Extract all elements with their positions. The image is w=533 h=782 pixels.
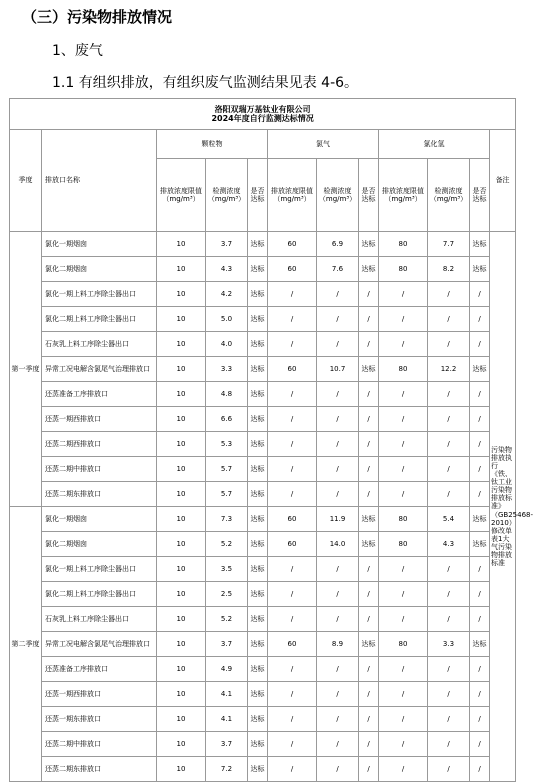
pm-limit-cell: 10 bbox=[157, 607, 206, 632]
hcl-measured-cell: / bbox=[428, 732, 470, 757]
pm-measured-cell: 4.8 bbox=[206, 382, 248, 407]
cl2-measured-cell: / bbox=[317, 457, 359, 482]
pm-measured-cell: 4.0 bbox=[206, 332, 248, 357]
hcl-limit-cell: 80 bbox=[379, 507, 428, 532]
table-row bbox=[10, 257, 516, 282]
hcl-limit-cell: / bbox=[379, 407, 428, 432]
header-chlorine: 氯气 bbox=[268, 130, 379, 159]
cl2-ok-cell: 达标 bbox=[359, 507, 379, 532]
cl2-ok-cell: / bbox=[359, 307, 379, 332]
hcl-limit-cell: 80 bbox=[379, 632, 428, 657]
pm-measured-cell: 5.3 bbox=[206, 432, 248, 457]
table-row bbox=[10, 732, 516, 757]
hcl-ok-cell: 达标 bbox=[470, 232, 490, 257]
cl2-ok-cell: / bbox=[359, 332, 379, 357]
cl2-measured-cell: 8.9 bbox=[317, 632, 359, 657]
hcl-ok-cell: / bbox=[470, 432, 490, 457]
pm-ok-cell: 达标 bbox=[248, 432, 268, 457]
hcl-ok-cell: 达标 bbox=[470, 357, 490, 382]
cl2-measured-cell: / bbox=[317, 482, 359, 507]
table-title-line2: 2024年度自行监测达标情况 bbox=[211, 114, 314, 123]
cl2-limit-cell: / bbox=[268, 432, 317, 457]
season-cell: 第二季度 bbox=[10, 507, 42, 782]
pm-ok-cell: 达标 bbox=[248, 457, 268, 482]
table-row bbox=[10, 507, 516, 532]
pm-limit-cell: 10 bbox=[157, 407, 206, 432]
pm-measured-cell: 5.7 bbox=[206, 457, 248, 482]
hcl-limit-cell: / bbox=[379, 582, 428, 607]
header-hcl-limit: 排放浓度限值（mg/m³） bbox=[379, 159, 428, 232]
table-row bbox=[10, 607, 516, 632]
pm-ok-cell: 达标 bbox=[248, 682, 268, 707]
outlet-name-cell: 氯化一期上料工序除尘器出口 bbox=[42, 557, 157, 582]
outlet-name-cell: 氯化二期上料工序除尘器出口 bbox=[42, 582, 157, 607]
pm-limit-cell: 10 bbox=[157, 307, 206, 332]
cl2-ok-cell: 达标 bbox=[359, 232, 379, 257]
table-row bbox=[10, 757, 516, 782]
table-title-line1: 洛阳双瑞万基钛业有限公司 bbox=[214, 104, 311, 114]
hcl-ok-cell: / bbox=[470, 282, 490, 307]
outlet-name-cell: 氯化一期上料工序除尘器出口 bbox=[42, 282, 157, 307]
hcl-limit-cell: / bbox=[379, 482, 428, 507]
outlet-name-cell: 还蒸二期中排放口 bbox=[42, 732, 157, 757]
hcl-measured-cell: / bbox=[428, 432, 470, 457]
pm-limit-cell: 10 bbox=[157, 257, 206, 282]
outlet-name-cell: 还蒸一期西排放口 bbox=[42, 407, 157, 432]
hcl-measured-cell: 8.2 bbox=[428, 257, 470, 282]
hcl-measured-cell: / bbox=[428, 332, 470, 357]
hcl-ok-cell: / bbox=[470, 732, 490, 757]
pm-measured-cell: 3.7 bbox=[206, 732, 248, 757]
header-particulate: 颗粒物 bbox=[157, 130, 268, 159]
hcl-ok-cell: / bbox=[470, 382, 490, 407]
pm-measured-cell: 4.2 bbox=[206, 282, 248, 307]
pm-ok-cell: 达标 bbox=[248, 382, 268, 407]
cl2-limit-cell: 60 bbox=[268, 632, 317, 657]
hcl-ok-cell: / bbox=[470, 307, 490, 332]
outlet-name-cell: 氯化二期烟囱 bbox=[42, 257, 157, 282]
cl2-measured-cell: 14.0 bbox=[317, 532, 359, 557]
header-outlet: 排放口名称 bbox=[42, 130, 157, 232]
hcl-ok-cell: / bbox=[470, 582, 490, 607]
pm-ok-cell: 达标 bbox=[248, 657, 268, 682]
cl2-ok-cell: / bbox=[359, 707, 379, 732]
cl2-measured-cell: / bbox=[317, 382, 359, 407]
cl2-limit-cell: / bbox=[268, 282, 317, 307]
outlet-name-cell: 还蒸一期西排放口 bbox=[42, 682, 157, 707]
pm-limit-cell: 10 bbox=[157, 432, 206, 457]
pm-ok-cell: 达标 bbox=[248, 407, 268, 432]
pm-measured-cell: 5.7 bbox=[206, 482, 248, 507]
pm-ok-cell: 达标 bbox=[248, 532, 268, 557]
cl2-limit-cell: 60 bbox=[268, 232, 317, 257]
header-hcl-measured: 检测浓度（mg/m³） bbox=[428, 159, 470, 232]
cl2-measured-cell: / bbox=[317, 682, 359, 707]
header-pm-ok: 是否达标 bbox=[248, 159, 268, 232]
cl2-measured-cell: / bbox=[317, 432, 359, 457]
table-row bbox=[10, 657, 516, 682]
pm-ok-cell: 达标 bbox=[248, 757, 268, 782]
cl2-limit-cell: / bbox=[268, 682, 317, 707]
pm-limit-cell: 10 bbox=[157, 382, 206, 407]
hcl-limit-cell: / bbox=[379, 332, 428, 357]
pm-measured-cell: 7.3 bbox=[206, 507, 248, 532]
hcl-measured-cell: / bbox=[428, 707, 470, 732]
hcl-limit-cell: 80 bbox=[379, 532, 428, 557]
outlet-name-cell: 氯化一期烟囱 bbox=[42, 232, 157, 257]
pm-limit-cell: 10 bbox=[157, 632, 206, 657]
cl2-measured-cell: / bbox=[317, 757, 359, 782]
pm-measured-cell: 3.7 bbox=[206, 232, 248, 257]
outlet-name-cell: 石灰乳上料工序除尘器出口 bbox=[42, 332, 157, 357]
pm-limit-cell: 10 bbox=[157, 657, 206, 682]
hcl-ok-cell: 达标 bbox=[470, 257, 490, 282]
hcl-ok-cell: / bbox=[470, 482, 490, 507]
table-row bbox=[10, 232, 516, 257]
hcl-ok-cell: / bbox=[470, 707, 490, 732]
header-cl2-measured: 检测浓度（mg/m³） bbox=[317, 159, 359, 232]
outlet-name-cell: 还蒸二期东排放口 bbox=[42, 482, 157, 507]
pm-ok-cell: 达标 bbox=[248, 282, 268, 307]
intro-paragraph: 1.1 有组织排放，有组织废气监测结果见表 4-6。 bbox=[52, 75, 359, 91]
table-title bbox=[10, 99, 516, 130]
pm-ok-cell: 达标 bbox=[248, 707, 268, 732]
hcl-measured-cell: 7.7 bbox=[428, 232, 470, 257]
cl2-limit-cell: / bbox=[268, 332, 317, 357]
pm-limit-cell: 10 bbox=[157, 557, 206, 582]
header-pm-limit: 排放浓度限值（mg/m³） bbox=[157, 159, 206, 232]
table-row bbox=[10, 532, 516, 557]
hcl-measured-cell: / bbox=[428, 382, 470, 407]
outlet-name-cell: 还蒸准备工序排放口 bbox=[42, 657, 157, 682]
hcl-ok-cell: / bbox=[470, 757, 490, 782]
outlet-name-cell: 还蒸二期中排放口 bbox=[42, 457, 157, 482]
cl2-limit-cell: / bbox=[268, 307, 317, 332]
header-hcl-ok: 是否达标 bbox=[470, 159, 490, 232]
cl2-measured-cell: / bbox=[317, 557, 359, 582]
hcl-limit-cell: / bbox=[379, 557, 428, 582]
hcl-limit-cell: / bbox=[379, 307, 428, 332]
hcl-ok-cell: / bbox=[470, 607, 490, 632]
cl2-limit-cell: / bbox=[268, 557, 317, 582]
pm-limit-cell: 10 bbox=[157, 357, 206, 382]
pm-measured-cell: 4.1 bbox=[206, 707, 248, 732]
outlet-name-cell: 氯化一期烟囱 bbox=[42, 507, 157, 532]
table-row bbox=[10, 632, 516, 657]
hcl-limit-cell: / bbox=[379, 457, 428, 482]
hcl-ok-cell: / bbox=[470, 682, 490, 707]
cl2-limit-cell: / bbox=[268, 607, 317, 632]
outlet-name-cell: 氯化二期上料工序除尘器出口 bbox=[42, 307, 157, 332]
cl2-ok-cell: / bbox=[359, 382, 379, 407]
pm-measured-cell: 5.0 bbox=[206, 307, 248, 332]
cl2-ok-cell: / bbox=[359, 732, 379, 757]
outlet-name-cell: 还蒸二期东排放口 bbox=[42, 757, 157, 782]
hcl-limit-cell: / bbox=[379, 707, 428, 732]
cl2-limit-cell: / bbox=[268, 732, 317, 757]
pm-limit-cell: 10 bbox=[157, 682, 206, 707]
cl2-ok-cell: 达标 bbox=[359, 532, 379, 557]
cl2-ok-cell: / bbox=[359, 657, 379, 682]
table-row bbox=[10, 432, 516, 457]
table-row bbox=[10, 332, 516, 357]
cl2-measured-cell: / bbox=[317, 307, 359, 332]
pm-ok-cell: 达标 bbox=[248, 507, 268, 532]
table-row bbox=[10, 357, 516, 382]
pm-ok-cell: 达标 bbox=[248, 557, 268, 582]
pm-measured-cell: 5.2 bbox=[206, 532, 248, 557]
header-hcl: 氯化氢 bbox=[379, 130, 490, 159]
outlet-name-cell: 异常工况电解含氯尾气治理排放口 bbox=[42, 357, 157, 382]
hcl-ok-cell: 达标 bbox=[470, 532, 490, 557]
cl2-measured-cell: / bbox=[317, 582, 359, 607]
table-row bbox=[10, 282, 516, 307]
cl2-measured-cell: / bbox=[317, 407, 359, 432]
cl2-measured-cell: / bbox=[317, 282, 359, 307]
cl2-measured-cell: 10.7 bbox=[317, 357, 359, 382]
cl2-measured-cell: 11.9 bbox=[317, 507, 359, 532]
hcl-ok-cell: 达标 bbox=[470, 632, 490, 657]
cl2-ok-cell: / bbox=[359, 557, 379, 582]
pm-limit-cell: 10 bbox=[157, 482, 206, 507]
cl2-ok-cell: / bbox=[359, 282, 379, 307]
pm-limit-cell: 10 bbox=[157, 582, 206, 607]
cl2-ok-cell: / bbox=[359, 457, 379, 482]
cl2-limit-cell: / bbox=[268, 457, 317, 482]
pm-ok-cell: 达标 bbox=[248, 232, 268, 257]
outlet-name-cell: 异常工况电解含氯尾气治理排放口 bbox=[42, 632, 157, 657]
hcl-limit-cell: 80 bbox=[379, 232, 428, 257]
pm-measured-cell: 6.6 bbox=[206, 407, 248, 432]
pm-measured-cell: 3.7 bbox=[206, 632, 248, 657]
hcl-measured-cell: / bbox=[428, 582, 470, 607]
cl2-ok-cell: / bbox=[359, 682, 379, 707]
cl2-ok-cell: / bbox=[359, 432, 379, 457]
season-cell: 第一季度 bbox=[10, 232, 42, 507]
cl2-ok-cell: 达标 bbox=[359, 257, 379, 282]
hcl-limit-cell: / bbox=[379, 757, 428, 782]
header-remark: 备注 bbox=[490, 130, 516, 232]
pm-ok-cell: 达标 bbox=[248, 482, 268, 507]
pm-limit-cell: 10 bbox=[157, 732, 206, 757]
table-row bbox=[10, 582, 516, 607]
cl2-limit-cell: / bbox=[268, 582, 317, 607]
hcl-measured-cell: / bbox=[428, 757, 470, 782]
cl2-measured-cell: 6.9 bbox=[317, 232, 359, 257]
pm-ok-cell: 达标 bbox=[248, 607, 268, 632]
pm-limit-cell: 10 bbox=[157, 332, 206, 357]
table-row bbox=[10, 307, 516, 332]
outlet-name-cell: 还蒸一期东排放口 bbox=[42, 707, 157, 732]
header-cl2-ok: 是否达标 bbox=[359, 159, 379, 232]
hcl-ok-cell: / bbox=[470, 457, 490, 482]
pm-measured-cell: 3.3 bbox=[206, 357, 248, 382]
cl2-ok-cell: / bbox=[359, 757, 379, 782]
cl2-measured-cell: / bbox=[317, 707, 359, 732]
hcl-measured-cell: / bbox=[428, 457, 470, 482]
table-row bbox=[10, 382, 516, 407]
cl2-measured-cell: / bbox=[317, 732, 359, 757]
header-cl2-limit: 排放浓度限值（mg/m³） bbox=[268, 159, 317, 232]
pm-ok-cell: 达标 bbox=[248, 332, 268, 357]
cl2-measured-cell: 7.6 bbox=[317, 257, 359, 282]
hcl-limit-cell: 80 bbox=[379, 357, 428, 382]
cl2-limit-cell: / bbox=[268, 407, 317, 432]
hcl-limit-cell: / bbox=[379, 732, 428, 757]
sub-heading: 1、废气 bbox=[52, 43, 103, 59]
header-season: 季度 bbox=[10, 130, 42, 232]
pm-measured-cell: 2.5 bbox=[206, 582, 248, 607]
hcl-measured-cell: / bbox=[428, 682, 470, 707]
hcl-measured-cell: / bbox=[428, 607, 470, 632]
section-heading: （三）污染物排放情况 bbox=[22, 8, 173, 26]
cl2-limit-cell: 60 bbox=[268, 257, 317, 282]
hcl-measured-cell: / bbox=[428, 407, 470, 432]
pm-measured-cell: 7.2 bbox=[206, 757, 248, 782]
cl2-measured-cell: / bbox=[317, 657, 359, 682]
cl2-limit-cell: / bbox=[268, 657, 317, 682]
table-row bbox=[10, 557, 516, 582]
table-row bbox=[10, 457, 516, 482]
pm-limit-cell: 10 bbox=[157, 532, 206, 557]
cl2-limit-cell: / bbox=[268, 482, 317, 507]
pm-limit-cell: 10 bbox=[157, 282, 206, 307]
hcl-measured-cell: 4.3 bbox=[428, 532, 470, 557]
hcl-limit-cell: / bbox=[379, 382, 428, 407]
cl2-limit-cell: 60 bbox=[268, 357, 317, 382]
pm-ok-cell: 达标 bbox=[248, 257, 268, 282]
pm-ok-cell: 达标 bbox=[248, 732, 268, 757]
pm-ok-cell: 达标 bbox=[248, 307, 268, 332]
pm-ok-cell: 达标 bbox=[248, 632, 268, 657]
cl2-ok-cell: 达标 bbox=[359, 357, 379, 382]
cl2-ok-cell: 达标 bbox=[359, 632, 379, 657]
cl2-measured-cell: / bbox=[317, 332, 359, 357]
hcl-limit-cell: 80 bbox=[379, 257, 428, 282]
pm-limit-cell: 10 bbox=[157, 232, 206, 257]
hcl-measured-cell: 12.2 bbox=[428, 357, 470, 382]
cl2-ok-cell: / bbox=[359, 482, 379, 507]
pm-limit-cell: 10 bbox=[157, 457, 206, 482]
hcl-measured-cell: / bbox=[428, 657, 470, 682]
outlet-name-cell: 石灰乳上料工序除尘器出口 bbox=[42, 607, 157, 632]
pm-measured-cell: 4.9 bbox=[206, 657, 248, 682]
cl2-limit-cell: / bbox=[268, 707, 317, 732]
pm-measured-cell: 4.3 bbox=[206, 257, 248, 282]
table-row bbox=[10, 482, 516, 507]
outlet-name-cell: 还蒸准备工序排放口 bbox=[42, 382, 157, 407]
pm-limit-cell: 10 bbox=[157, 757, 206, 782]
pm-ok-cell: 达标 bbox=[248, 357, 268, 382]
cl2-limit-cell: 60 bbox=[268, 532, 317, 557]
outlet-name-cell: 还蒸二期西排放口 bbox=[42, 432, 157, 457]
pm-limit-cell: 10 bbox=[157, 707, 206, 732]
outlet-name-cell: 氯化二期烟囱 bbox=[42, 532, 157, 557]
pm-measured-cell: 5.2 bbox=[206, 607, 248, 632]
table-row bbox=[10, 707, 516, 732]
monitoring-table bbox=[9, 98, 533, 782]
hcl-limit-cell: / bbox=[379, 607, 428, 632]
hcl-limit-cell: / bbox=[379, 682, 428, 707]
pm-ok-cell: 达标 bbox=[248, 582, 268, 607]
hcl-ok-cell: 达标 bbox=[470, 507, 490, 532]
cl2-limit-cell: / bbox=[268, 757, 317, 782]
hcl-limit-cell: / bbox=[379, 657, 428, 682]
table-row bbox=[10, 682, 516, 707]
hcl-limit-cell: / bbox=[379, 432, 428, 457]
pm-limit-cell: 10 bbox=[157, 507, 206, 532]
hcl-measured-cell: / bbox=[428, 282, 470, 307]
hcl-ok-cell: / bbox=[470, 657, 490, 682]
hcl-ok-cell: / bbox=[470, 557, 490, 582]
cl2-ok-cell: / bbox=[359, 407, 379, 432]
hcl-ok-cell: / bbox=[470, 332, 490, 357]
cl2-limit-cell: / bbox=[268, 382, 317, 407]
hcl-measured-cell: / bbox=[428, 482, 470, 507]
hcl-measured-cell: 3.3 bbox=[428, 632, 470, 657]
hcl-measured-cell: 5.4 bbox=[428, 507, 470, 532]
cl2-limit-cell: 60 bbox=[268, 507, 317, 532]
header-pm-measured: 检测浓度（mg/m³） bbox=[206, 159, 248, 232]
hcl-limit-cell: / bbox=[379, 282, 428, 307]
hcl-ok-cell: / bbox=[470, 407, 490, 432]
cl2-measured-cell: / bbox=[317, 607, 359, 632]
hcl-measured-cell: / bbox=[428, 557, 470, 582]
cl2-ok-cell: / bbox=[359, 582, 379, 607]
pm-measured-cell: 4.1 bbox=[206, 682, 248, 707]
hcl-measured-cell: / bbox=[428, 307, 470, 332]
pm-measured-cell: 3.5 bbox=[206, 557, 248, 582]
cl2-ok-cell: / bbox=[359, 607, 379, 632]
remark-cell: 污染物排放执行《铁、钛工业污染物排放标准》（GB25468-2010）修改单表1大气污染物排放标准 bbox=[490, 232, 516, 782]
table-row bbox=[10, 407, 516, 432]
